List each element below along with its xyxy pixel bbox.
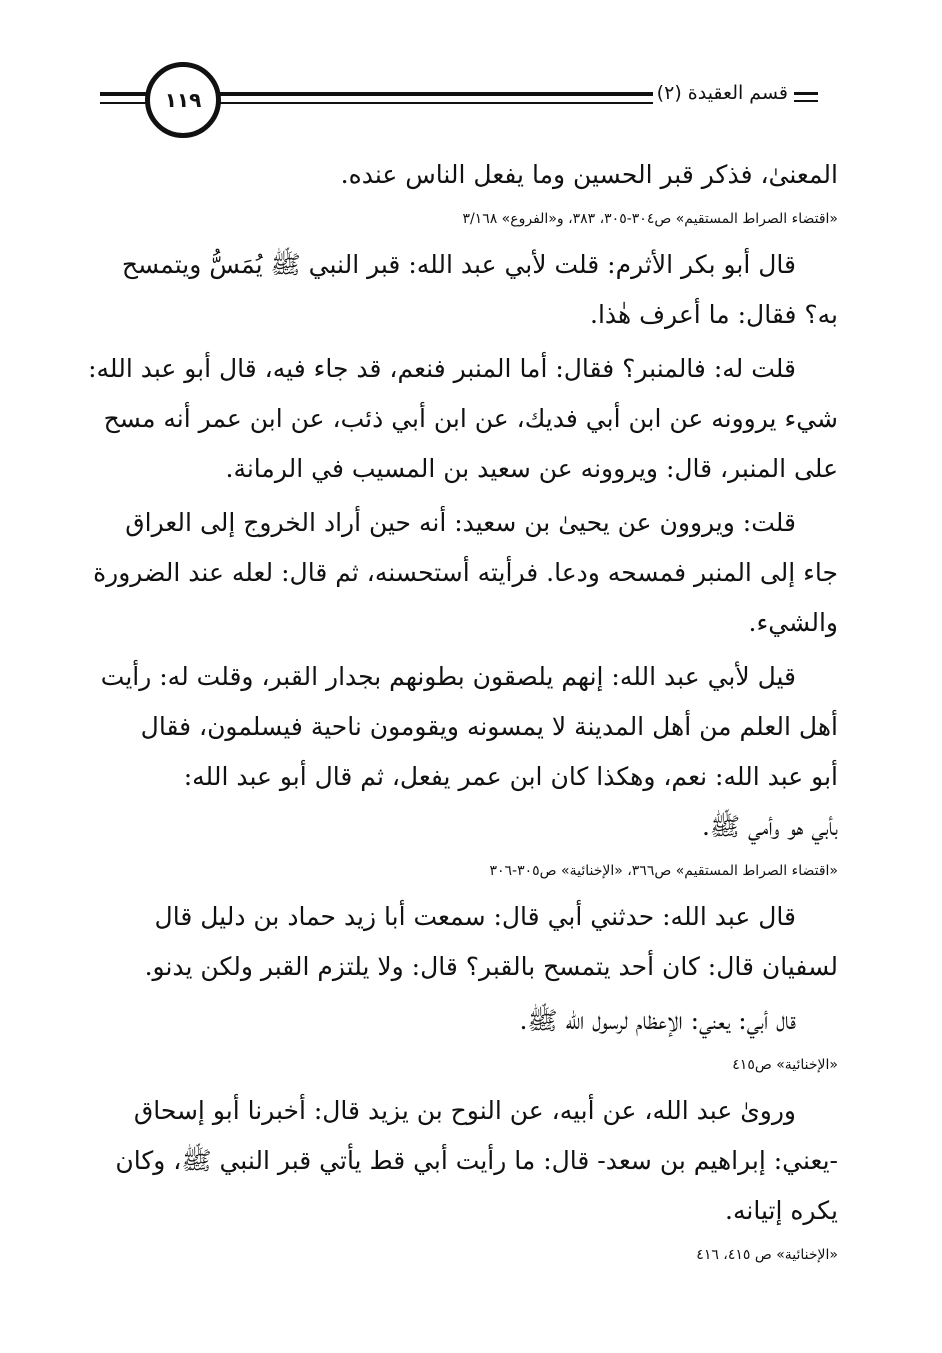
text-line: أبو عبد الله: نعم، وهكذا كان ابن عمر يفعل، ثم قال أبو عبد الله: [183, 762, 838, 791]
citation: «اقتضاء الصراط المستقيم» ص٣٠٤-٣٠٥، ٣٨٣، و«الفروع» ٣/١٦٨ [462, 211, 838, 227]
text-line: يكره إتيانه. [725, 1196, 838, 1225]
text-line: قال عبد الله: حدثني أبي قال: سمعت أبا زيد حماد بن دليل قال [154, 902, 796, 931]
section-title: قسم العقيدة (٢) [653, 82, 792, 104]
text-line: جاء إلى المنبر فمسحه ودعا. فرأيته أستحسنه، ثم قال: لعله عند الضرورة [93, 558, 838, 587]
citation: «الإخنائية» ص ٤١٥، ٤١٦ [696, 1247, 838, 1263]
page-number: ١١٩ [145, 62, 221, 138]
text-line: والشيء. [748, 608, 838, 637]
citation: «اقتضاء الصراط المستقيم» ص٣٦٦، «الإخنائية» ص٣٠٥-٣٠٦ [489, 863, 838, 879]
text-line: قيل لأبي عبد الله: إنهم يلصقون بطونهم بجدار القبر، وقلت له: رأيت [100, 662, 796, 691]
text-line: به؟ فقال: ما أعرف هٰذا. [590, 300, 838, 329]
paragraph [104, 150, 838, 200]
text-line: بأبي هو وأمي ﷺ. [701, 812, 838, 841]
paragraph [104, 996, 838, 1046]
text-line: لسفيان قال: كان أحد يتمسح بالقبر؟ قال: ولا يلتزم القبر ولكن يدنو. [144, 952, 838, 981]
citation: «الإخنائية» ص٤١٥ [732, 1057, 838, 1073]
text-line: قال أبو بكر الأثرم: قلت لأبي عبد الله: قبر النبي ﷺ يُمَسُّ ويتمسح [121, 250, 796, 279]
paragraph [104, 892, 838, 992]
text-line: قلت: ويروون عن يحيىٰ بن سعيد: أنه حين أراد الخروج إلى العراق [125, 508, 796, 537]
paragraph [88, 344, 838, 494]
text-line: قلت له: فالمنبر؟ فقال: أما المنبر فنعم، قد جاء فيه، قال أبو عبد الله: [88, 354, 796, 383]
header-rule [794, 92, 818, 95]
text-line: أهل العلم من أهل المدينة لا يمسونه ويقومون ناحية فيسلمون، فقال [140, 712, 838, 741]
page-body [88, 150, 838, 1276]
text-line: -يعني: إبراهيم بن سعد- قال: ما رأيت أبي قط يأتي قبر النبي ﷺ، وكان [115, 1146, 838, 1175]
header-rule [794, 100, 818, 102]
text-line: ورویٰ عبد الله، عن أبيه، عن النوح بن يزيد قال: أخبرنا أبو إسحاق [133, 1096, 796, 1125]
header-rule [100, 92, 150, 96]
paragraph [93, 498, 838, 648]
text-line: قال أبي: يعني: الإعظام لرسول الله ﷺ. [519, 1006, 796, 1035]
paragraph [104, 1086, 838, 1236]
paragraph [100, 652, 838, 852]
text-line: المعنىٰ، فذكر قبر الحسين وما يفعل الناس عنده. [340, 160, 838, 189]
page-header [100, 62, 842, 142]
text-line: على المنبر، قال: ويروونه عن سعيد بن المسيب في الرمانة. [225, 454, 838, 483]
paragraph [104, 240, 838, 340]
text-line: شيء يروونه عن ابن أبي فديك، عن ابن أبي ذئب، عن ابن عمر أنه مسح [103, 404, 838, 433]
header-rule [100, 102, 150, 104]
